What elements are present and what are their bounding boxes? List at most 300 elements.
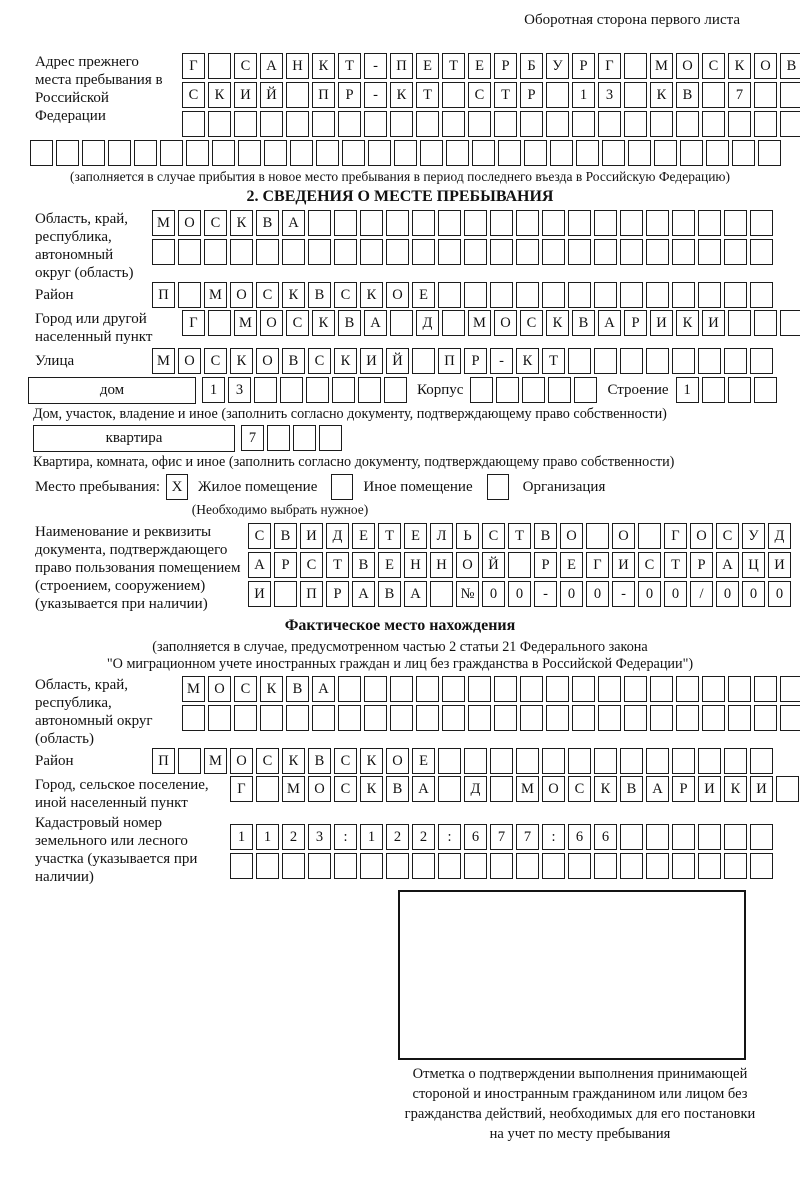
char-cell[interactable]: [586, 523, 609, 549]
char-cell[interactable]: В: [274, 523, 297, 549]
char-cell[interactable]: [624, 53, 647, 79]
char-cell[interactable]: [574, 377, 597, 403]
char-cell[interactable]: И: [750, 776, 773, 802]
char-cell[interactable]: [342, 140, 365, 166]
char-cell[interactable]: С: [482, 523, 505, 549]
char-cell[interactable]: Р: [534, 552, 557, 578]
char-cell[interactable]: [286, 111, 309, 137]
char-cell[interactable]: А: [248, 552, 271, 578]
char-cell[interactable]: В: [378, 581, 401, 607]
char-cell[interactable]: [312, 111, 335, 137]
char-cell[interactable]: О: [178, 210, 201, 236]
char-cell[interactable]: [338, 111, 361, 137]
char-cell[interactable]: [208, 705, 231, 731]
char-cell[interactable]: К: [312, 53, 335, 79]
char-cell[interactable]: [360, 853, 383, 879]
char-cell[interactable]: [308, 853, 331, 879]
char-cell[interactable]: А: [404, 581, 427, 607]
char-cell[interactable]: К: [334, 348, 357, 374]
char-cell[interactable]: С: [234, 676, 257, 702]
char-cell[interactable]: [750, 824, 773, 850]
char-cell[interactable]: К: [724, 776, 747, 802]
char-cell[interactable]: Е: [412, 282, 435, 308]
char-cell[interactable]: [442, 111, 465, 137]
char-cell[interactable]: К: [650, 82, 673, 108]
char-cell[interactable]: [412, 210, 435, 236]
char-cell[interactable]: [412, 853, 435, 879]
char-cell[interactable]: М: [204, 748, 227, 774]
char-cell[interactable]: [724, 282, 747, 308]
char-cell[interactable]: С: [234, 53, 257, 79]
char-cell[interactable]: [438, 853, 461, 879]
char-cell[interactable]: Е: [416, 53, 439, 79]
char-cell[interactable]: [628, 140, 651, 166]
char-cell[interactable]: В: [386, 776, 409, 802]
char-cell[interactable]: С: [716, 523, 739, 549]
char-cell[interactable]: [293, 425, 316, 451]
char-cell[interactable]: 0: [560, 581, 583, 607]
char-cell[interactable]: [468, 705, 491, 731]
char-cell[interactable]: [360, 210, 383, 236]
char-cell[interactable]: Е: [404, 523, 427, 549]
char-cell[interactable]: [416, 676, 439, 702]
char-cell[interactable]: С: [256, 748, 279, 774]
char-cell[interactable]: [522, 377, 545, 403]
char-cell[interactable]: [750, 282, 773, 308]
char-cell[interactable]: Т: [664, 552, 687, 578]
char-cell[interactable]: П: [312, 82, 335, 108]
char-cell[interactable]: [672, 748, 695, 774]
char-cell[interactable]: [548, 377, 571, 403]
char-cell[interactable]: К: [390, 82, 413, 108]
char-cell[interactable]: Д: [768, 523, 791, 549]
char-cell[interactable]: [776, 776, 799, 802]
char-cell[interactable]: А: [412, 776, 435, 802]
char-cell[interactable]: 3: [598, 82, 621, 108]
char-cell[interactable]: Т: [494, 82, 517, 108]
char-cell[interactable]: М: [468, 310, 491, 336]
checkbox-residential[interactable]: X: [166, 474, 188, 500]
char-cell[interactable]: К: [208, 82, 231, 108]
char-cell[interactable]: [672, 824, 695, 850]
char-cell[interactable]: [754, 377, 777, 403]
char-cell[interactable]: [728, 310, 751, 336]
char-cell[interactable]: -: [612, 581, 635, 607]
char-cell[interactable]: [516, 853, 539, 879]
char-cell[interactable]: 0: [768, 581, 791, 607]
char-cell[interactable]: [598, 111, 621, 137]
char-cell[interactable]: [520, 705, 543, 731]
char-cell[interactable]: [280, 377, 303, 403]
char-cell[interactable]: -: [364, 53, 387, 79]
char-cell[interactable]: Т: [338, 53, 361, 79]
char-cell[interactable]: [680, 140, 703, 166]
char-cell[interactable]: Р: [338, 82, 361, 108]
char-cell[interactable]: [332, 377, 355, 403]
char-cell[interactable]: А: [716, 552, 739, 578]
char-cell[interactable]: С: [702, 53, 725, 79]
char-cell[interactable]: О: [612, 523, 635, 549]
char-cell[interactable]: [160, 140, 183, 166]
char-cell[interactable]: И: [612, 552, 635, 578]
char-cell[interactable]: М: [152, 348, 175, 374]
char-cell[interactable]: А: [260, 53, 283, 79]
char-cell[interactable]: [620, 824, 643, 850]
char-cell[interactable]: С: [468, 82, 491, 108]
char-cell[interactable]: [676, 705, 699, 731]
char-cell[interactable]: [134, 140, 157, 166]
char-cell[interactable]: Г: [664, 523, 687, 549]
char-cell[interactable]: [178, 748, 201, 774]
char-cell[interactable]: [82, 140, 105, 166]
char-cell[interactable]: [438, 239, 461, 265]
char-cell[interactable]: Л: [430, 523, 453, 549]
char-cell[interactable]: [182, 705, 205, 731]
char-cell[interactable]: С: [334, 282, 357, 308]
char-cell[interactable]: [490, 282, 513, 308]
char-cell[interactable]: [338, 705, 361, 731]
char-cell[interactable]: О: [256, 348, 279, 374]
char-cell[interactable]: 1: [572, 82, 595, 108]
char-cell[interactable]: [420, 140, 443, 166]
char-cell[interactable]: А: [364, 310, 387, 336]
char-cell[interactable]: Р: [520, 82, 543, 108]
char-cell[interactable]: У: [742, 523, 765, 549]
char-cell[interactable]: 1: [676, 377, 699, 403]
char-cell[interactable]: К: [516, 348, 539, 374]
char-cell[interactable]: [732, 140, 755, 166]
char-cell[interactable]: Н: [404, 552, 427, 578]
char-cell[interactable]: [260, 705, 283, 731]
char-cell[interactable]: Т: [326, 552, 349, 578]
char-cell[interactable]: [698, 824, 721, 850]
char-cell[interactable]: 1: [202, 377, 225, 403]
char-cell[interactable]: П: [300, 581, 323, 607]
char-cell[interactable]: С: [300, 552, 323, 578]
char-cell[interactable]: О: [690, 523, 713, 549]
char-cell[interactable]: 6: [594, 824, 617, 850]
char-cell[interactable]: 2: [412, 824, 435, 850]
char-cell[interactable]: И: [768, 552, 791, 578]
char-cell[interactable]: Р: [326, 581, 349, 607]
char-cell[interactable]: О: [386, 748, 409, 774]
char-cell[interactable]: [282, 239, 305, 265]
char-cell[interactable]: [516, 239, 539, 265]
char-cell[interactable]: К: [260, 676, 283, 702]
char-cell[interactable]: [364, 111, 387, 137]
char-cell[interactable]: [672, 239, 695, 265]
char-cell[interactable]: О: [208, 676, 231, 702]
char-cell[interactable]: [572, 705, 595, 731]
char-cell[interactable]: [334, 239, 357, 265]
char-cell[interactable]: И: [360, 348, 383, 374]
char-cell[interactable]: 2: [386, 824, 409, 850]
char-cell[interactable]: [182, 111, 205, 137]
char-cell[interactable]: С: [256, 282, 279, 308]
char-cell[interactable]: М: [182, 676, 205, 702]
char-cell[interactable]: [238, 140, 261, 166]
char-cell[interactable]: 7: [728, 82, 751, 108]
char-cell[interactable]: В: [620, 776, 643, 802]
char-cell[interactable]: Р: [690, 552, 713, 578]
char-cell[interactable]: В: [352, 552, 375, 578]
char-cell[interactable]: [698, 748, 721, 774]
char-cell[interactable]: 0: [742, 581, 765, 607]
char-cell[interactable]: [390, 310, 413, 336]
char-cell[interactable]: Р: [494, 53, 517, 79]
char-cell[interactable]: [598, 676, 621, 702]
char-cell[interactable]: [650, 676, 673, 702]
char-cell[interactable]: [646, 853, 669, 879]
char-cell[interactable]: [750, 210, 773, 236]
char-cell[interactable]: [698, 210, 721, 236]
char-cell[interactable]: С: [520, 310, 543, 336]
char-cell[interactable]: О: [230, 748, 253, 774]
char-cell[interactable]: Ь: [456, 523, 479, 549]
char-cell[interactable]: О: [178, 348, 201, 374]
char-cell[interactable]: Е: [378, 552, 401, 578]
char-cell[interactable]: [672, 348, 695, 374]
char-cell[interactable]: [620, 853, 643, 879]
char-cell[interactable]: Г: [230, 776, 253, 802]
char-cell[interactable]: [568, 748, 591, 774]
char-cell[interactable]: [598, 705, 621, 731]
char-cell[interactable]: [520, 111, 543, 137]
char-cell[interactable]: 6: [568, 824, 591, 850]
char-cell[interactable]: И: [698, 776, 721, 802]
char-cell[interactable]: [698, 282, 721, 308]
char-cell[interactable]: [494, 111, 517, 137]
char-cell[interactable]: В: [572, 310, 595, 336]
char-cell[interactable]: [724, 853, 747, 879]
char-cell[interactable]: [186, 140, 209, 166]
char-cell[interactable]: :: [542, 824, 565, 850]
char-cell[interactable]: [319, 425, 342, 451]
char-cell[interactable]: С: [334, 776, 357, 802]
char-cell[interactable]: [724, 210, 747, 236]
char-cell[interactable]: [672, 853, 695, 879]
char-cell[interactable]: [620, 348, 643, 374]
char-cell[interactable]: В: [286, 676, 309, 702]
char-cell[interactable]: [438, 210, 461, 236]
char-cell[interactable]: О: [230, 282, 253, 308]
char-cell[interactable]: В: [780, 53, 800, 79]
char-cell[interactable]: [464, 853, 487, 879]
char-cell[interactable]: [702, 377, 725, 403]
char-cell[interactable]: [442, 82, 465, 108]
char-cell[interactable]: В: [308, 282, 331, 308]
char-cell[interactable]: В: [676, 82, 699, 108]
char-cell[interactable]: [496, 377, 519, 403]
char-cell[interactable]: [780, 310, 800, 336]
char-cell[interactable]: [338, 676, 361, 702]
char-cell[interactable]: О: [754, 53, 777, 79]
char-cell[interactable]: В: [308, 748, 331, 774]
char-cell[interactable]: [568, 210, 591, 236]
char-cell[interactable]: С: [182, 82, 205, 108]
char-cell[interactable]: В: [534, 523, 557, 549]
char-cell[interactable]: [780, 111, 800, 137]
char-cell[interactable]: [308, 239, 331, 265]
char-cell[interactable]: [646, 748, 669, 774]
char-cell[interactable]: [230, 853, 253, 879]
char-cell[interactable]: [384, 377, 407, 403]
char-cell[interactable]: [620, 239, 643, 265]
char-cell[interactable]: [306, 377, 329, 403]
char-cell[interactable]: Г: [182, 310, 205, 336]
char-cell[interactable]: [706, 140, 729, 166]
char-cell[interactable]: [646, 824, 669, 850]
char-cell[interactable]: [754, 310, 777, 336]
char-cell[interactable]: И: [702, 310, 725, 336]
char-cell[interactable]: К: [676, 310, 699, 336]
char-cell[interactable]: И: [234, 82, 257, 108]
char-cell[interactable]: [364, 705, 387, 731]
char-cell[interactable]: М: [204, 282, 227, 308]
char-cell[interactable]: [516, 210, 539, 236]
char-cell[interactable]: [264, 140, 287, 166]
char-cell[interactable]: 7: [241, 425, 264, 451]
char-cell[interactable]: [754, 705, 777, 731]
char-cell[interactable]: [312, 705, 335, 731]
char-cell[interactable]: К: [230, 348, 253, 374]
char-cell[interactable]: В: [338, 310, 361, 336]
char-cell[interactable]: К: [282, 748, 305, 774]
char-cell[interactable]: [204, 239, 227, 265]
char-cell[interactable]: [256, 776, 279, 802]
char-cell[interactable]: [594, 853, 617, 879]
char-cell[interactable]: [386, 239, 409, 265]
char-cell[interactable]: [282, 853, 305, 879]
char-cell[interactable]: Е: [352, 523, 375, 549]
char-cell[interactable]: [490, 748, 513, 774]
char-cell[interactable]: О: [456, 552, 479, 578]
char-cell[interactable]: [542, 210, 565, 236]
char-cell[interactable]: №: [456, 581, 479, 607]
char-cell[interactable]: [754, 111, 777, 137]
char-cell[interactable]: [56, 140, 79, 166]
char-cell[interactable]: [178, 239, 201, 265]
char-cell[interactable]: 3: [228, 377, 251, 403]
char-cell[interactable]: [416, 705, 439, 731]
char-cell[interactable]: [334, 853, 357, 879]
char-cell[interactable]: [464, 210, 487, 236]
char-cell[interactable]: А: [598, 310, 621, 336]
char-cell[interactable]: [624, 82, 647, 108]
char-cell[interactable]: Р: [464, 348, 487, 374]
char-cell[interactable]: И: [300, 523, 323, 549]
char-cell[interactable]: И: [248, 581, 271, 607]
char-cell[interactable]: [494, 676, 517, 702]
char-cell[interactable]: Н: [430, 552, 453, 578]
char-cell[interactable]: /: [690, 581, 713, 607]
char-cell[interactable]: Р: [672, 776, 695, 802]
char-cell[interactable]: [438, 748, 461, 774]
char-cell[interactable]: [568, 282, 591, 308]
char-cell[interactable]: [468, 111, 491, 137]
char-cell[interactable]: -: [490, 348, 513, 374]
char-cell[interactable]: О: [308, 776, 331, 802]
char-cell[interactable]: [542, 282, 565, 308]
char-cell[interactable]: [702, 82, 725, 108]
char-cell[interactable]: Й: [482, 552, 505, 578]
char-cell[interactable]: [542, 239, 565, 265]
char-cell[interactable]: [308, 210, 331, 236]
char-cell[interactable]: [516, 282, 539, 308]
char-cell[interactable]: К: [282, 282, 305, 308]
char-cell[interactable]: 0: [586, 581, 609, 607]
char-cell[interactable]: [368, 140, 391, 166]
checkbox-other-premises[interactable]: [331, 474, 353, 500]
char-cell[interactable]: [416, 111, 439, 137]
char-cell[interactable]: [698, 853, 721, 879]
char-cell[interactable]: С: [638, 552, 661, 578]
char-cell[interactable]: Т: [508, 523, 531, 549]
char-cell[interactable]: [490, 853, 513, 879]
char-cell[interactable]: [254, 377, 277, 403]
char-cell[interactable]: Й: [260, 82, 283, 108]
char-cell[interactable]: [754, 82, 777, 108]
char-cell[interactable]: Е: [560, 552, 583, 578]
char-cell[interactable]: 7: [516, 824, 539, 850]
char-cell[interactable]: [234, 705, 257, 731]
char-cell[interactable]: [230, 239, 253, 265]
char-cell[interactable]: [438, 282, 461, 308]
char-cell[interactable]: О: [260, 310, 283, 336]
char-cell[interactable]: К: [594, 776, 617, 802]
char-cell[interactable]: [568, 239, 591, 265]
char-cell[interactable]: [430, 581, 453, 607]
char-cell[interactable]: О: [386, 282, 409, 308]
char-cell[interactable]: [208, 111, 231, 137]
char-cell[interactable]: С: [568, 776, 591, 802]
char-cell[interactable]: 1: [360, 824, 383, 850]
char-cell[interactable]: [360, 239, 383, 265]
checkbox-organization[interactable]: [487, 474, 509, 500]
char-cell[interactable]: С: [248, 523, 271, 549]
char-cell[interactable]: [524, 140, 547, 166]
char-cell[interactable]: [646, 239, 669, 265]
char-cell[interactable]: К: [360, 748, 383, 774]
char-cell[interactable]: 1: [230, 824, 253, 850]
char-cell[interactable]: [464, 282, 487, 308]
char-cell[interactable]: [750, 239, 773, 265]
char-cell[interactable]: 0: [638, 581, 661, 607]
char-cell[interactable]: Т: [442, 53, 465, 79]
char-cell[interactable]: Д: [464, 776, 487, 802]
char-cell[interactable]: [728, 676, 751, 702]
char-cell[interactable]: [498, 140, 521, 166]
char-cell[interactable]: [780, 676, 800, 702]
char-cell[interactable]: [30, 140, 53, 166]
char-cell[interactable]: [594, 210, 617, 236]
char-cell[interactable]: [390, 676, 413, 702]
char-cell[interactable]: [234, 111, 257, 137]
char-cell[interactable]: [676, 111, 699, 137]
char-cell[interactable]: [724, 239, 747, 265]
char-cell[interactable]: [267, 425, 290, 451]
char-cell[interactable]: Р: [572, 53, 595, 79]
char-cell[interactable]: [386, 853, 409, 879]
char-cell[interactable]: [546, 111, 569, 137]
char-cell[interactable]: [446, 140, 469, 166]
char-cell[interactable]: [672, 282, 695, 308]
char-cell[interactable]: Р: [624, 310, 647, 336]
char-cell[interactable]: А: [312, 676, 335, 702]
char-cell[interactable]: 0: [508, 581, 531, 607]
char-cell[interactable]: Е: [412, 748, 435, 774]
char-cell[interactable]: [702, 676, 725, 702]
